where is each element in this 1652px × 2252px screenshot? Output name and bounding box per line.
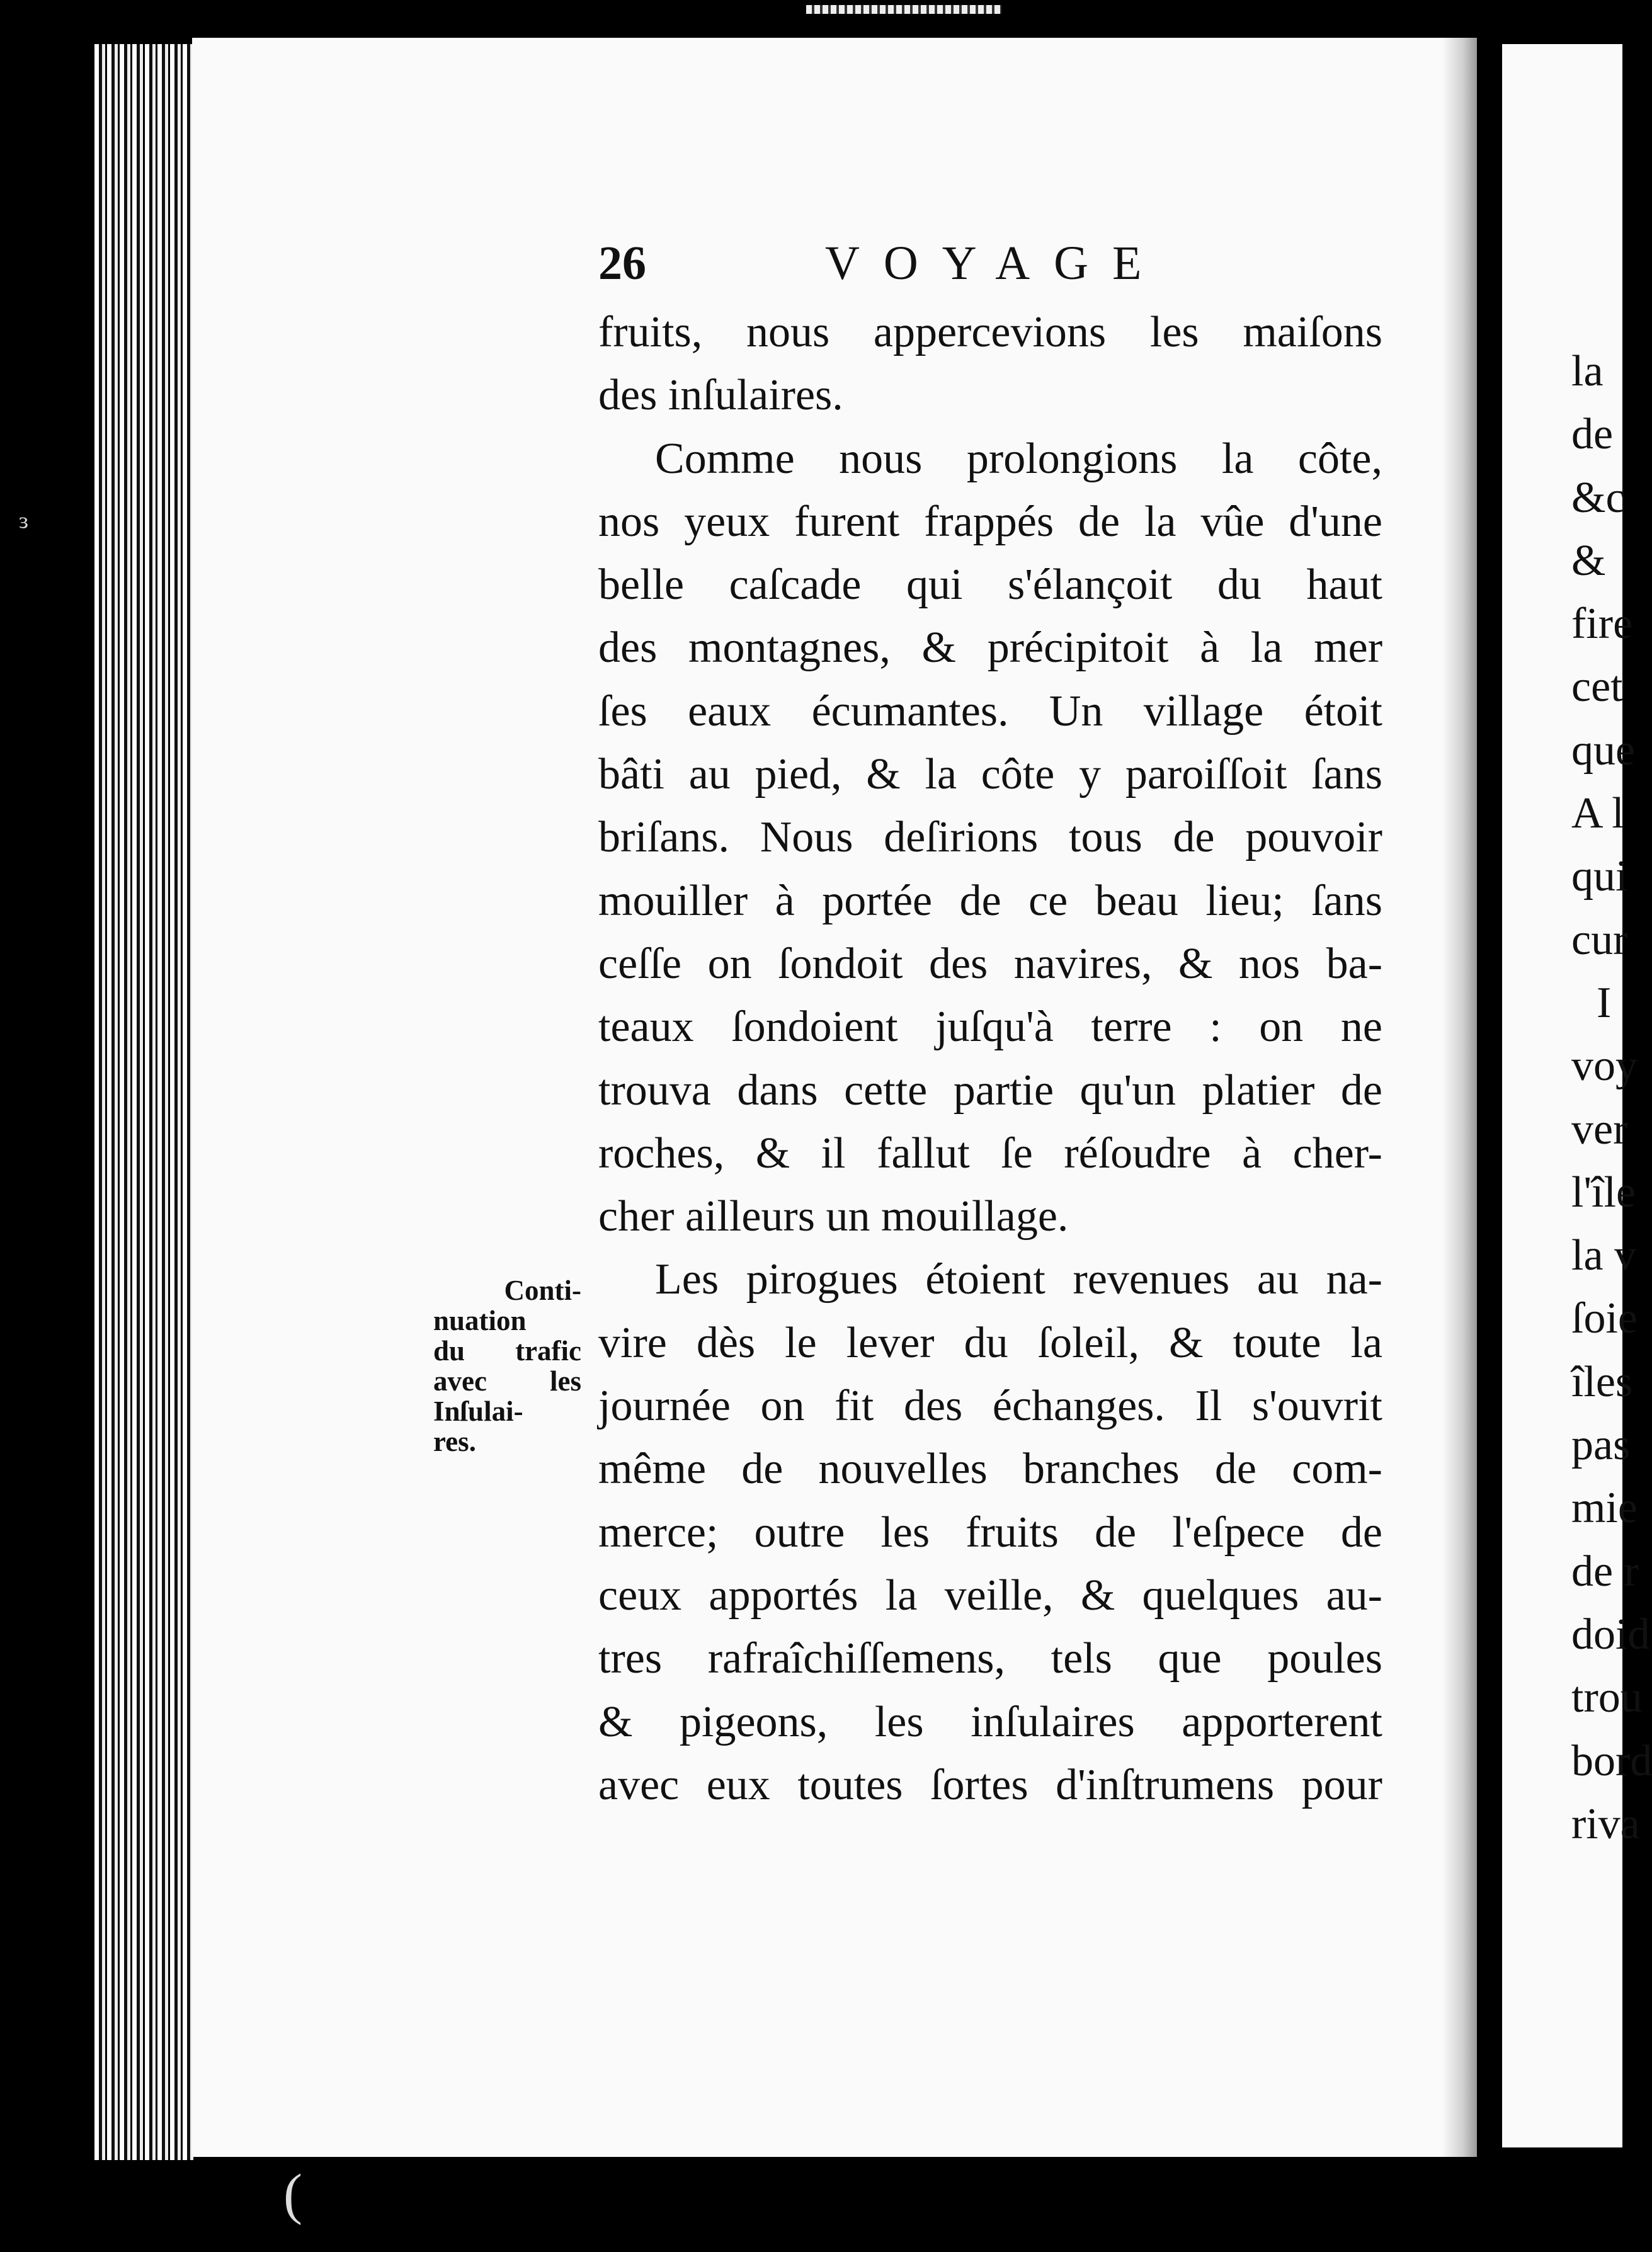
margin-note-line: Conti- [504, 1275, 581, 1306]
page-edge-stack [94, 44, 195, 2160]
margin-note-line: nuation [433, 1305, 527, 1336]
facing-page-text [1571, 340, 1652, 1856]
facing-page [1502, 44, 1652, 2147]
scan-artifact-mark: ( [283, 2163, 302, 2226]
text-line: trouva dans cette partie qu'un platier de [598, 1066, 1382, 1115]
facing-line: îles [1571, 1357, 1633, 1406]
text-line: belle caſcade qui s'élançoit du haut [598, 560, 1382, 610]
facing-line: l'île [1571, 1168, 1636, 1217]
text-line: briſans. Nous deſirions tous de pouvoir [598, 813, 1382, 862]
facing-line: la v [1571, 1231, 1637, 1280]
body-text [598, 301, 1382, 1817]
text-line: nos yeux furent frappés de la vûe d'une [598, 497, 1382, 546]
text-line: ceſſe on ſondoit des navires, & nos ba- [598, 939, 1382, 988]
text-line: roches, & il fallut ſe réſoudre à cher- [598, 1129, 1382, 1178]
margin-note-line: res. [433, 1426, 476, 1457]
text-line: merce; outre les fruits de l'eſpece de [598, 1508, 1382, 1557]
facing-line: doid [1571, 1610, 1650, 1659]
text-line: bâti au pied, & la côte y paroiſſoit ſans [598, 750, 1382, 799]
page-fold-shadow [1442, 38, 1477, 2157]
book-gutter [1477, 38, 1502, 2179]
text-line: ſes eaux écumantes. Un village étoit [598, 686, 1382, 736]
facing-line: & [1571, 536, 1606, 585]
facing-line: la [1571, 347, 1604, 395]
scan-bottom-border [0, 2163, 1622, 2252]
margin-note-line: du trafic [433, 1335, 581, 1367]
facing-line: qui [1571, 852, 1628, 901]
facing-line: pas [1571, 1421, 1631, 1470]
margin-note [433, 1275, 581, 1457]
text-line: Comme nous prolongions la côte, [655, 434, 1382, 483]
margin-note-line: avec les [433, 1365, 581, 1397]
text-line: ceux apportés la veille, & quelques au- [598, 1571, 1382, 1620]
text-line: vire dès le lever du ſoleil, & toute la [598, 1318, 1382, 1367]
facing-line: que [1571, 725, 1636, 775]
facing-line: &c [1571, 473, 1626, 522]
text-line: Les pirogues étoient revenues au na- [655, 1255, 1382, 1304]
text-line: & pigeons, les inſulaires apporterent [598, 1697, 1382, 1746]
text-line: même de nouvelles branches de com- [598, 1445, 1382, 1494]
facing-line: ver [1571, 1105, 1628, 1154]
text-line: cher ailleurs un mouillage. [598, 1192, 1069, 1241]
scan-speck: ᶟ [19, 505, 28, 547]
facing-line: fire [1571, 600, 1633, 649]
facing-line: bord [1571, 1736, 1652, 1785]
facing-line: trou [1571, 1673, 1643, 1722]
binding-edge [806, 5, 1001, 14]
page-number: 26 [598, 237, 646, 290]
text-line: journée on fit des échanges. Il s'ouvrit [598, 1382, 1382, 1431]
facing-line: I [1597, 978, 1612, 1027]
text-line: tres rafraîchiſſemens, tels que poules [598, 1634, 1382, 1683]
facing-line: de [1571, 410, 1614, 459]
text-line: des montagnes, & précipitoit à la mer [598, 623, 1382, 673]
text-line: avec eux toutes ſortes d'inſtrumens pour [598, 1760, 1382, 1809]
facing-line: voy [1571, 1042, 1638, 1091]
facing-line: A l [1571, 789, 1624, 838]
margin-note-line: Inſulai- [433, 1396, 523, 1427]
facing-line: riva [1571, 1799, 1640, 1848]
running-head: VOYAGE [825, 237, 1166, 290]
text-line: des inſulaires. [598, 371, 843, 420]
text-line: teaux ſondoient juſqu'à terre : on ne [598, 1003, 1382, 1052]
text-line: fruits, nous appercevions les maiſons [598, 308, 1382, 356]
facing-line: ſoie [1571, 1294, 1638, 1343]
text-line: mouiller à portée de ce beau lieu; ſans [598, 876, 1382, 925]
facing-line: cet [1571, 663, 1623, 712]
facing-line: cur [1571, 915, 1628, 964]
facing-line: mie [1571, 1484, 1638, 1533]
facing-line: de r [1571, 1547, 1639, 1596]
